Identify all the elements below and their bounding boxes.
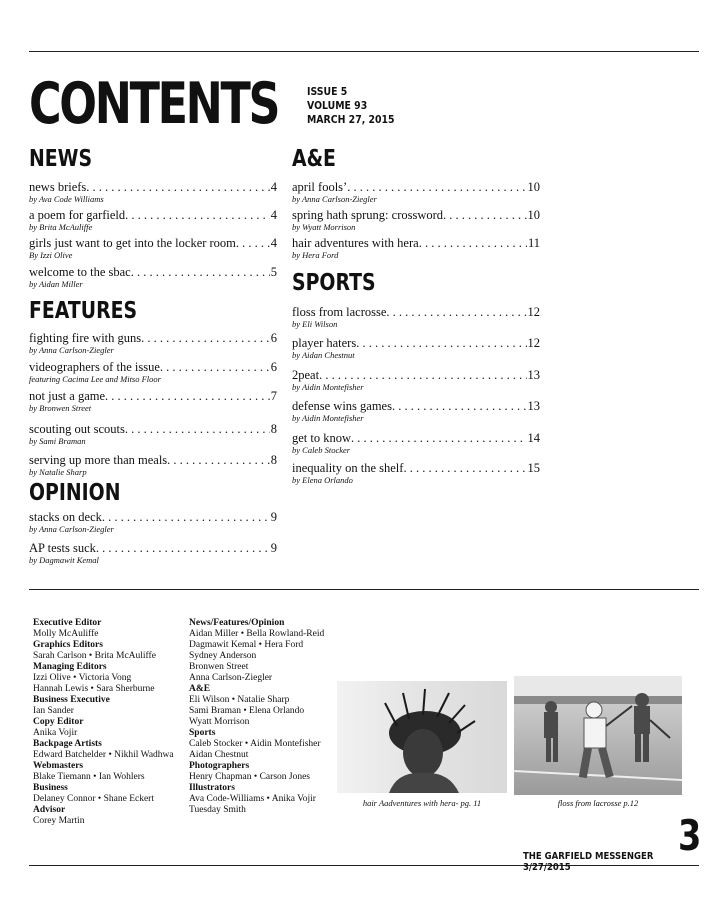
entry-byline: by Wyatt Morrison: [292, 222, 356, 232]
leader-dots: [419, 236, 527, 250]
entry-page: 6: [270, 331, 277, 345]
staff-names: Ian Sander: [33, 706, 74, 716]
staff-names: Ava Code-Williams • Anika Vojir: [189, 794, 316, 804]
entry-byline: by Brita McAuliffe: [29, 222, 93, 232]
entry-byline: by Elena Orlando: [292, 475, 353, 485]
entry-page: 11: [527, 236, 540, 250]
entry-byline: by Aidan Miller: [29, 279, 83, 289]
entry-page: 6: [270, 360, 277, 374]
staff-role: Copy Editor: [33, 717, 84, 727]
entry-page: 4: [270, 180, 277, 194]
staff-names: Caleb Stocker • Aidin Montefisher: [189, 739, 321, 749]
entry-title: videographers of the issue: [29, 360, 160, 374]
entry-byline: By Izzi Olive: [29, 250, 73, 260]
entry-title: defense wins games: [292, 399, 392, 413]
toc-entry[interactable]: [29, 389, 277, 413]
leader-dots: [386, 305, 526, 319]
entry-page: 14: [527, 431, 540, 445]
entry-byline: featuring Cacima Lee and Mitso Floor: [29, 374, 161, 384]
toc-entry[interactable]: [292, 336, 540, 360]
staff-names: Sydney Anderson: [189, 651, 257, 661]
entry-page: 13: [527, 399, 540, 413]
entry-title: news briefs: [29, 180, 87, 194]
staff-names: Sami Braman • Elena Orlando: [189, 706, 305, 716]
staff-names: Dagmawit Kemal • Hera Ford: [189, 640, 304, 650]
entry-page: 5: [270, 265, 277, 279]
toc-entry[interactable]: [29, 453, 277, 477]
top-rule: [29, 51, 699, 52]
entry-byline: by Aidin Montefisher: [292, 413, 364, 423]
staff-names: Anika Vojir: [33, 728, 78, 738]
entry-byline: by Sami Braman: [29, 436, 86, 446]
entry-page: 13: [527, 368, 540, 382]
staff-names: Eli Wilson • Natalie Sharp: [189, 695, 290, 705]
toc-entry[interactable]: [292, 368, 540, 392]
entry-title: a poem for garfield: [29, 208, 126, 222]
toc-entry[interactable]: [29, 331, 277, 355]
entry-title: hair adventures with hera: [292, 236, 419, 250]
page-title: CONTENTS: [29, 71, 279, 137]
staff-role: A&E: [189, 684, 211, 694]
entry-page: 9: [270, 541, 277, 555]
entry-byline: by Anna Carlson-Ziegler: [292, 194, 377, 204]
volume-number: VOLUME 93: [307, 99, 368, 112]
staff-role: Business: [33, 783, 68, 793]
staff-role: Webmasters: [33, 761, 84, 771]
staff-role: Managing Editors: [33, 662, 107, 672]
staff-names: Aidan Chestnut: [189, 750, 249, 760]
toc-entry[interactable]: [29, 265, 277, 289]
staff-names: Sarah Carlson • Brita McAuliffe: [33, 651, 156, 661]
staff-role: Graphics Editors: [33, 640, 103, 650]
leader-dots: [125, 422, 270, 436]
entry-title: not just a game: [29, 389, 106, 403]
entry-byline: by Eli Wilson: [292, 319, 338, 329]
entry-title: serving up more than meals: [29, 453, 168, 467]
staff-role: Photographers: [189, 761, 250, 771]
toc-entry[interactable]: [292, 305, 540, 329]
entry-page: 12: [527, 336, 540, 350]
entry-title: stacks on deck: [29, 510, 102, 524]
staff-role: Business Executive: [33, 695, 110, 705]
entry-page: 10: [527, 208, 540, 222]
leader-dots: [131, 265, 270, 279]
entry-byline: by Dagmawit Kemal: [29, 555, 99, 565]
entry-title: girls just want to get into the locker room: [29, 236, 236, 250]
staff-role: Sports: [189, 728, 216, 738]
entry-title: welcome to the sbac: [29, 265, 131, 279]
section-heading-ae: A&E: [292, 146, 336, 172]
section-heading-sports: SPORTS: [292, 270, 376, 296]
entry-page: 7: [270, 389, 277, 403]
entry-page: 4: [270, 236, 277, 250]
page-number: 3: [678, 811, 702, 860]
leader-dots: [96, 541, 270, 555]
staff-names: Blake Tiemann • Ian Wohlers: [33, 772, 145, 782]
photo-caption: hair Aadventures with hera- pg. 11: [362, 798, 482, 808]
photo-hair-adventures: [337, 681, 507, 793]
entry-byline: by Hera Ford: [292, 250, 339, 260]
leader-dots: [125, 208, 270, 222]
entry-title: AP tests suck: [29, 541, 96, 555]
entry-byline: by Anna Carlson-Ziegler: [29, 524, 114, 534]
staff-names: Izzi Olive • Victoria Vong: [33, 673, 132, 683]
staff-role: Advisor: [33, 805, 66, 815]
entry-title: spring hath sprung: crossword: [292, 208, 444, 222]
entry-byline: by Ava Code Williams: [29, 194, 104, 204]
section-heading-opinion: OPINION: [29, 480, 121, 506]
entry-title: 2peat: [292, 368, 320, 382]
entry-page: 8: [270, 453, 277, 467]
entry-title: player haters: [292, 336, 357, 350]
toc-entry[interactable]: [29, 360, 277, 384]
leader-dots: [167, 453, 270, 467]
toc-entry[interactable]: [29, 236, 277, 260]
entry-byline: by Caleb Stocker: [292, 445, 351, 455]
staff-names: Bronwen Street: [189, 662, 249, 672]
staff-list-right: [189, 618, 324, 816]
staff-role: Executive Editor: [33, 618, 102, 628]
staff-role: Illustrators: [189, 783, 235, 793]
entry-title: floss from lacrosse: [292, 305, 387, 319]
leader-dots: [236, 236, 270, 250]
staff-names: Hannah Lewis • Sara Sherburne: [33, 684, 155, 694]
staff-names: Tuesday Smith: [189, 805, 246, 815]
entry-title: get to know: [292, 431, 352, 445]
entry-title: scouting out scouts: [29, 422, 125, 436]
toc-entry[interactable]: [292, 180, 540, 204]
toc-entry[interactable]: [292, 431, 540, 455]
middle-rule: [29, 589, 699, 590]
issue-date: MARCH 27, 2015: [307, 113, 395, 126]
toc-entry[interactable]: [292, 208, 540, 232]
toc-entry[interactable]: [292, 236, 540, 260]
toc-entry[interactable]: [29, 422, 277, 446]
section-heading-features: FEATURES: [29, 298, 138, 324]
entry-title: april fools’: [292, 180, 348, 194]
leader-dots: [141, 331, 270, 345]
leader-dots: [392, 399, 527, 413]
leader-dots: [319, 368, 526, 382]
toc-entry[interactable]: [29, 208, 277, 232]
leader-dots: [102, 510, 270, 524]
entry-byline: by Anna Carlson-Ziegler: [29, 345, 114, 355]
entry-page: 4: [270, 208, 277, 222]
footer-publication: THE GARFIELD MESSENGER 3/27/2015: [523, 851, 654, 873]
leader-dots: [86, 180, 269, 194]
entry-byline: by Aidin Montefisher: [292, 382, 364, 392]
leader-dots: [160, 360, 270, 374]
leader-dots: [347, 180, 526, 194]
entry-title: fighting fire with guns: [29, 331, 142, 345]
entry-byline: by Bronwen Street: [29, 403, 92, 413]
leader-dots: [356, 336, 526, 350]
entry-page: 8: [270, 422, 277, 436]
leader-dots: [351, 431, 526, 445]
entry-page: 12: [527, 305, 540, 319]
entry-byline: by Aidan Chestnut: [292, 350, 355, 360]
entry-page: 15: [527, 461, 540, 475]
entry-byline: by Natalie Sharp: [29, 467, 87, 477]
staff-names: Molly McAuliffe: [33, 629, 99, 639]
toc-entry[interactable]: [292, 461, 540, 485]
toc-entry[interactable]: [29, 510, 277, 534]
leader-dots: [443, 208, 526, 222]
photo-caption: floss from lacrosse p.12: [557, 798, 639, 808]
staff-names: Corey Martin: [33, 816, 85, 826]
leader-dots: [105, 389, 270, 403]
entry-title: inequality on the shelf: [292, 461, 404, 475]
photo-lacrosse: [514, 676, 682, 795]
toc-entry[interactable]: [292, 399, 540, 423]
staff-list-left: [33, 618, 174, 827]
leader-dots: [403, 461, 526, 475]
issue-number: ISSUE 5: [307, 85, 348, 98]
toc-entry[interactable]: [29, 541, 277, 565]
staff-names: Delaney Connor • Shane Eckert: [33, 794, 154, 804]
staff-role: Backpage Artists: [33, 739, 102, 749]
entry-page: 10: [527, 180, 540, 194]
staff-names: Wyatt Morrison: [189, 717, 250, 727]
issue-info: [307, 85, 395, 127]
staff-names: Henry Chapman • Carson Jones: [189, 772, 310, 782]
staff-names: Anna Carlson-Ziegler: [189, 673, 273, 683]
section-heading-news: NEWS: [29, 146, 93, 172]
staff-names: Edward Batchelder • Nikhil Wadhwa: [33, 750, 174, 760]
staff-role: News/Features/Opinion: [189, 618, 285, 628]
staff-names: Aidan Miller • Bella Rowland-Reid: [189, 629, 325, 639]
entry-page: 9: [270, 510, 277, 524]
toc-entry[interactable]: [29, 180, 277, 204]
